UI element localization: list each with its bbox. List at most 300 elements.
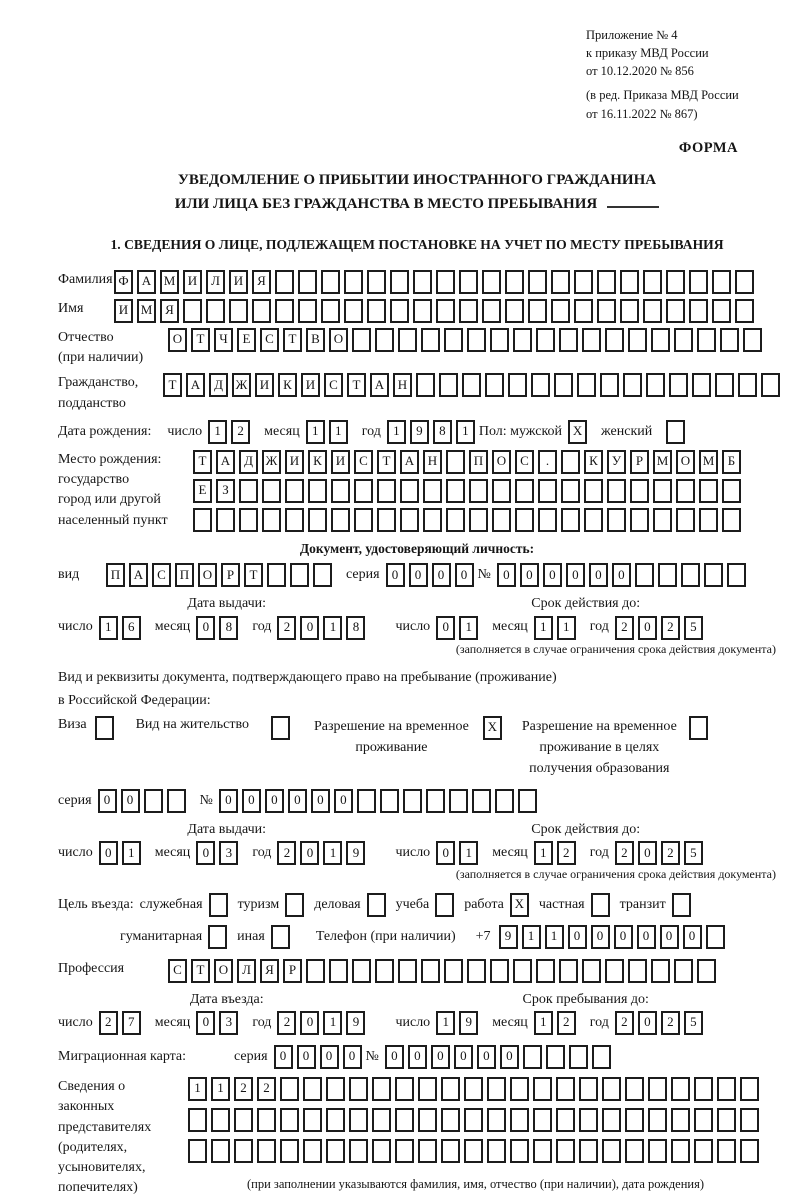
char-cell[interactable]: 0	[98, 789, 117, 813]
char-cell[interactable]	[607, 508, 626, 532]
char-cell[interactable]	[464, 1077, 483, 1101]
char-cell[interactable]	[469, 479, 488, 503]
char-cell[interactable]	[306, 959, 325, 983]
char-cell[interactable]	[536, 959, 555, 983]
male-checkbox[interactable]: X	[568, 420, 587, 444]
char-cell[interactable]: 0	[99, 841, 118, 865]
char-cell[interactable]	[367, 270, 386, 294]
char-cell[interactable]	[735, 270, 754, 294]
char-cell[interactable]	[441, 1108, 460, 1132]
char-cell[interactable]	[492, 479, 511, 503]
char-cell[interactable]	[717, 1139, 736, 1163]
char-cell[interactable]: 1	[459, 616, 478, 640]
char-cell[interactable]	[602, 1077, 621, 1101]
char-cell[interactable]	[538, 479, 557, 503]
char-cell[interactable]: 0	[334, 789, 353, 813]
purpose-transit-checkbox[interactable]	[672, 893, 691, 917]
char-cell[interactable]	[513, 959, 532, 983]
char-cell[interactable]: О	[198, 563, 217, 587]
char-cell[interactable]: Я	[252, 270, 271, 294]
char-cell[interactable]	[444, 959, 463, 983]
char-cell[interactable]	[653, 479, 672, 503]
char-cell[interactable]	[717, 1108, 736, 1132]
char-cell[interactable]	[234, 1108, 253, 1132]
char-cell[interactable]	[605, 959, 624, 983]
char-cell[interactable]	[597, 270, 616, 294]
char-cell[interactable]: М	[160, 270, 179, 294]
char-cell[interactable]: 1	[387, 420, 406, 444]
char-cell[interactable]	[275, 270, 294, 294]
char-cell[interactable]: Т	[191, 328, 210, 352]
char-cell[interactable]: П	[106, 563, 125, 587]
char-cell[interactable]	[694, 1139, 713, 1163]
purpose-business-checkbox[interactable]	[367, 893, 386, 917]
char-cell[interactable]	[699, 508, 718, 532]
char-cell[interactable]	[607, 479, 626, 503]
char-cell[interactable]	[418, 1108, 437, 1132]
char-cell[interactable]	[257, 1139, 276, 1163]
char-cell[interactable]	[635, 563, 654, 587]
char-cell[interactable]	[308, 479, 327, 503]
char-cell[interactable]	[446, 450, 465, 474]
char-cell[interactable]	[666, 299, 685, 323]
char-cell[interactable]	[262, 508, 281, 532]
char-cell[interactable]: 1	[557, 616, 576, 640]
char-cell[interactable]	[574, 270, 593, 294]
char-cell[interactable]: Ч	[214, 328, 233, 352]
char-cell[interactable]	[628, 959, 647, 983]
char-cell[interactable]	[400, 508, 419, 532]
char-cell[interactable]: О	[214, 959, 233, 983]
char-cell[interactable]	[285, 479, 304, 503]
char-cell[interactable]: 0	[614, 925, 633, 949]
char-cell[interactable]	[444, 328, 463, 352]
char-cell[interactable]: Р	[630, 450, 649, 474]
char-cell[interactable]	[462, 373, 481, 397]
char-cell[interactable]	[584, 508, 603, 532]
char-cell[interactable]	[303, 1139, 322, 1163]
char-cell[interactable]	[267, 563, 286, 587]
char-cell[interactable]	[508, 373, 527, 397]
char-cell[interactable]	[531, 373, 550, 397]
char-cell[interactable]	[280, 1108, 299, 1132]
char-cell[interactable]: 2	[615, 1011, 634, 1035]
char-cell[interactable]: 1	[323, 616, 342, 640]
char-cell[interactable]	[625, 1139, 644, 1163]
char-cell[interactable]: С	[168, 959, 187, 983]
char-cell[interactable]	[559, 328, 578, 352]
char-cell[interactable]	[528, 270, 547, 294]
char-cell[interactable]	[441, 1077, 460, 1101]
temp-residence-checkbox[interactable]: X	[483, 716, 502, 740]
char-cell[interactable]	[717, 1077, 736, 1101]
char-cell[interactable]: 9	[346, 841, 365, 865]
char-cell[interactable]	[485, 373, 504, 397]
char-cell[interactable]: 1	[459, 841, 478, 865]
char-cell[interactable]	[467, 328, 486, 352]
char-cell[interactable]: 0	[311, 789, 330, 813]
char-cell[interactable]: И	[285, 450, 304, 474]
char-cell[interactable]: 3	[219, 1011, 238, 1035]
char-cell[interactable]: 9	[410, 420, 429, 444]
char-cell[interactable]	[602, 1139, 621, 1163]
char-cell[interactable]	[513, 328, 532, 352]
char-cell[interactable]	[329, 959, 348, 983]
char-cell[interactable]	[423, 508, 442, 532]
char-cell[interactable]	[523, 1045, 542, 1069]
char-cell[interactable]: 0	[288, 789, 307, 813]
char-cell[interactable]	[354, 479, 373, 503]
char-cell[interactable]	[193, 508, 212, 532]
char-cell[interactable]	[689, 270, 708, 294]
char-cell[interactable]	[472, 789, 491, 813]
char-cell[interactable]	[551, 270, 570, 294]
char-cell[interactable]: 6	[122, 616, 141, 640]
char-cell[interactable]: 2	[615, 841, 634, 865]
char-cell[interactable]	[303, 1108, 322, 1132]
char-cell[interactable]: 0	[497, 563, 516, 587]
char-cell[interactable]	[290, 563, 309, 587]
char-cell[interactable]	[625, 1108, 644, 1132]
char-cell[interactable]: Д	[239, 450, 258, 474]
char-cell[interactable]: 0	[300, 841, 319, 865]
char-cell[interactable]	[464, 1108, 483, 1132]
char-cell[interactable]	[577, 373, 596, 397]
char-cell[interactable]	[528, 299, 547, 323]
char-cell[interactable]	[331, 508, 350, 532]
char-cell[interactable]	[533, 1139, 552, 1163]
char-cell[interactable]	[439, 373, 458, 397]
char-cell[interactable]: 2	[661, 616, 680, 640]
char-cell[interactable]: 0	[683, 925, 702, 949]
char-cell[interactable]	[605, 328, 624, 352]
char-cell[interactable]	[216, 508, 235, 532]
char-cell[interactable]	[727, 563, 746, 587]
char-cell[interactable]	[536, 328, 555, 352]
char-cell[interactable]: 0	[500, 1045, 519, 1069]
char-cell[interactable]	[694, 1077, 713, 1101]
char-cell[interactable]	[487, 1139, 506, 1163]
char-cell[interactable]: Ж	[232, 373, 251, 397]
purpose-study-checkbox[interactable]	[435, 893, 454, 917]
char-cell[interactable]	[413, 270, 432, 294]
char-cell[interactable]: 2	[557, 1011, 576, 1035]
char-cell[interactable]	[495, 789, 514, 813]
char-cell[interactable]: А	[137, 270, 156, 294]
char-cell[interactable]	[183, 299, 202, 323]
char-cell[interactable]: 0	[568, 925, 587, 949]
char-cell[interactable]	[722, 479, 741, 503]
char-cell[interactable]	[628, 328, 647, 352]
char-cell[interactable]: С	[152, 563, 171, 587]
char-cell[interactable]	[262, 479, 281, 503]
char-cell[interactable]	[561, 479, 580, 503]
char-cell[interactable]	[418, 1077, 437, 1101]
char-cell[interactable]: 0	[386, 563, 405, 587]
char-cell[interactable]	[349, 1108, 368, 1132]
char-cell[interactable]: 5	[684, 616, 703, 640]
char-cell[interactable]	[510, 1077, 529, 1101]
char-cell[interactable]: С	[354, 450, 373, 474]
char-cell[interactable]	[482, 299, 501, 323]
char-cell[interactable]	[188, 1139, 207, 1163]
char-cell[interactable]	[395, 1139, 414, 1163]
char-cell[interactable]: 1	[534, 616, 553, 640]
char-cell[interactable]	[398, 328, 417, 352]
char-cell[interactable]	[188, 1108, 207, 1132]
char-cell[interactable]	[357, 789, 376, 813]
char-cell[interactable]	[229, 299, 248, 323]
purpose-private-checkbox[interactable]	[591, 893, 610, 917]
char-cell[interactable]: 0	[638, 841, 657, 865]
char-cell[interactable]: 0	[612, 563, 631, 587]
char-cell[interactable]	[298, 299, 317, 323]
char-cell[interactable]	[689, 299, 708, 323]
char-cell[interactable]	[706, 925, 725, 949]
char-cell[interactable]	[275, 299, 294, 323]
char-cell[interactable]: П	[175, 563, 194, 587]
char-cell[interactable]: 2	[277, 616, 296, 640]
char-cell[interactable]	[372, 1108, 391, 1132]
char-cell[interactable]	[280, 1139, 299, 1163]
char-cell[interactable]: 0	[320, 1045, 339, 1069]
char-cell[interactable]	[234, 1139, 253, 1163]
residence-permit-checkbox[interactable]	[271, 716, 290, 740]
char-cell[interactable]: М	[653, 450, 672, 474]
char-cell[interactable]	[582, 328, 601, 352]
char-cell[interactable]	[421, 959, 440, 983]
char-cell[interactable]	[704, 563, 723, 587]
char-cell[interactable]	[257, 1108, 276, 1132]
char-cell[interactable]: 7	[122, 1011, 141, 1035]
purpose-tourism-checkbox[interactable]	[285, 893, 304, 917]
char-cell[interactable]	[556, 1139, 575, 1163]
char-cell[interactable]: Я	[160, 299, 179, 323]
char-cell[interactable]: 8	[219, 616, 238, 640]
char-cell[interactable]	[648, 1139, 667, 1163]
char-cell[interactable]: А	[186, 373, 205, 397]
char-cell[interactable]: 1	[534, 841, 553, 865]
char-cell[interactable]	[326, 1108, 345, 1132]
char-cell[interactable]	[538, 508, 557, 532]
char-cell[interactable]	[674, 328, 693, 352]
char-cell[interactable]: И	[183, 270, 202, 294]
char-cell[interactable]	[352, 328, 371, 352]
char-cell[interactable]: 3	[219, 841, 238, 865]
char-cell[interactable]	[666, 270, 685, 294]
char-cell[interactable]: 0	[409, 563, 428, 587]
purpose-other-checkbox[interactable]	[271, 925, 290, 949]
char-cell[interactable]	[344, 299, 363, 323]
char-cell[interactable]: 0	[566, 563, 585, 587]
char-cell[interactable]	[354, 508, 373, 532]
char-cell[interactable]: К	[584, 450, 603, 474]
char-cell[interactable]	[464, 1139, 483, 1163]
char-cell[interactable]	[372, 1139, 391, 1163]
char-cell[interactable]: 0	[638, 616, 657, 640]
char-cell[interactable]: 9	[459, 1011, 478, 1035]
char-cell[interactable]: Т	[244, 563, 263, 587]
char-cell[interactable]	[651, 959, 670, 983]
char-cell[interactable]	[740, 1077, 759, 1101]
char-cell[interactable]	[648, 1077, 667, 1101]
char-cell[interactable]	[446, 508, 465, 532]
char-cell[interactable]	[559, 959, 578, 983]
char-cell[interactable]: Т	[283, 328, 302, 352]
char-cell[interactable]: Р	[221, 563, 240, 587]
char-cell[interactable]	[459, 270, 478, 294]
char-cell[interactable]	[390, 270, 409, 294]
char-cell[interactable]: 1	[323, 841, 342, 865]
char-cell[interactable]: Т	[347, 373, 366, 397]
char-cell[interactable]: П	[469, 450, 488, 474]
char-cell[interactable]: 5	[684, 841, 703, 865]
char-cell[interactable]: 2	[257, 1077, 276, 1101]
char-cell[interactable]	[669, 373, 688, 397]
char-cell[interactable]: С	[324, 373, 343, 397]
char-cell[interactable]	[697, 328, 716, 352]
char-cell[interactable]	[712, 270, 731, 294]
char-cell[interactable]	[492, 508, 511, 532]
char-cell[interactable]: О	[676, 450, 695, 474]
char-cell[interactable]	[421, 328, 440, 352]
char-cell[interactable]: В	[306, 328, 325, 352]
char-cell[interactable]: 1	[323, 1011, 342, 1035]
char-cell[interactable]: 0	[431, 1045, 450, 1069]
char-cell[interactable]	[326, 1139, 345, 1163]
char-cell[interactable]	[436, 270, 455, 294]
temp-residence-edu-checkbox[interactable]	[689, 716, 708, 740]
char-cell[interactable]	[651, 328, 670, 352]
char-cell[interactable]	[554, 373, 573, 397]
char-cell[interactable]: 0	[637, 925, 656, 949]
char-cell[interactable]: 0	[385, 1045, 404, 1069]
char-cell[interactable]	[546, 1045, 565, 1069]
char-cell[interactable]: И	[301, 373, 320, 397]
char-cell[interactable]: С	[260, 328, 279, 352]
char-cell[interactable]: Д	[209, 373, 228, 397]
char-cell[interactable]	[515, 508, 534, 532]
char-cell[interactable]	[426, 789, 445, 813]
char-cell[interactable]: И	[114, 299, 133, 323]
char-cell[interactable]	[403, 789, 422, 813]
char-cell[interactable]: 0	[543, 563, 562, 587]
char-cell[interactable]: 2	[615, 616, 634, 640]
char-cell[interactable]: М	[137, 299, 156, 323]
char-cell[interactable]	[400, 479, 419, 503]
char-cell[interactable]: 0	[436, 841, 455, 865]
char-cell[interactable]	[490, 959, 509, 983]
char-cell[interactable]: У	[607, 450, 626, 474]
char-cell[interactable]	[423, 479, 442, 503]
char-cell[interactable]: 1	[456, 420, 475, 444]
char-cell[interactable]	[436, 299, 455, 323]
char-cell[interactable]	[671, 1077, 690, 1101]
char-cell[interactable]	[375, 328, 394, 352]
char-cell[interactable]	[390, 299, 409, 323]
char-cell[interactable]	[674, 959, 693, 983]
char-cell[interactable]: А	[129, 563, 148, 587]
char-cell[interactable]	[395, 1108, 414, 1132]
char-cell[interactable]: А	[370, 373, 389, 397]
char-cell[interactable]	[620, 299, 639, 323]
char-cell[interactable]: 0	[520, 563, 539, 587]
char-cell[interactable]: О	[329, 328, 348, 352]
char-cell[interactable]	[395, 1077, 414, 1101]
char-cell[interactable]: 2	[231, 420, 250, 444]
purpose-official-checkbox[interactable]	[209, 893, 228, 917]
char-cell[interactable]: 1	[534, 1011, 553, 1035]
char-cell[interactable]: 1	[436, 1011, 455, 1035]
char-cell[interactable]	[303, 1077, 322, 1101]
char-cell[interactable]	[738, 373, 757, 397]
char-cell[interactable]: И	[331, 450, 350, 474]
char-cell[interactable]: К	[278, 373, 297, 397]
char-cell[interactable]: С	[515, 450, 534, 474]
char-cell[interactable]	[459, 299, 478, 323]
char-cell[interactable]	[722, 508, 741, 532]
char-cell[interactable]: 0	[660, 925, 679, 949]
char-cell[interactable]	[579, 1108, 598, 1132]
char-cell[interactable]	[413, 299, 432, 323]
char-cell[interactable]	[418, 1139, 437, 1163]
char-cell[interactable]	[313, 563, 332, 587]
char-cell[interactable]	[308, 508, 327, 532]
char-cell[interactable]	[239, 508, 258, 532]
char-cell[interactable]: Н	[423, 450, 442, 474]
char-cell[interactable]	[344, 270, 363, 294]
char-cell[interactable]	[625, 1077, 644, 1101]
char-cell[interactable]	[211, 1139, 230, 1163]
char-cell[interactable]: 2	[277, 841, 296, 865]
char-cell[interactable]: 9	[346, 1011, 365, 1035]
char-cell[interactable]	[712, 299, 731, 323]
char-cell[interactable]	[630, 479, 649, 503]
char-cell[interactable]: 2	[277, 1011, 296, 1035]
char-cell[interactable]: 0	[300, 616, 319, 640]
char-cell[interactable]: 1	[188, 1077, 207, 1101]
char-cell[interactable]: Л	[237, 959, 256, 983]
char-cell[interactable]: 2	[661, 1011, 680, 1035]
char-cell[interactable]	[681, 563, 700, 587]
char-cell[interactable]	[518, 789, 537, 813]
char-cell[interactable]	[280, 1077, 299, 1101]
visa-checkbox[interactable]	[95, 716, 114, 740]
char-cell[interactable]	[658, 563, 677, 587]
char-cell[interactable]: 0	[436, 616, 455, 640]
char-cell[interactable]: 0	[455, 563, 474, 587]
char-cell[interactable]: Б	[722, 450, 741, 474]
char-cell[interactable]: 5	[684, 1011, 703, 1035]
char-cell[interactable]	[597, 299, 616, 323]
char-cell[interactable]	[331, 479, 350, 503]
char-cell[interactable]	[510, 1139, 529, 1163]
char-cell[interactable]	[740, 1139, 759, 1163]
char-cell[interactable]: 0	[408, 1045, 427, 1069]
char-cell[interactable]: Е	[237, 328, 256, 352]
char-cell[interactable]: 0	[265, 789, 284, 813]
char-cell[interactable]: 0	[219, 789, 238, 813]
char-cell[interactable]: 1	[99, 616, 118, 640]
char-cell[interactable]	[510, 1108, 529, 1132]
char-cell[interactable]	[602, 1108, 621, 1132]
char-cell[interactable]: И	[229, 270, 248, 294]
char-cell[interactable]: 0	[432, 563, 451, 587]
char-cell[interactable]	[252, 299, 271, 323]
char-cell[interactable]: 9	[499, 925, 518, 949]
char-cell[interactable]	[735, 299, 754, 323]
char-cell[interactable]: 0	[477, 1045, 496, 1069]
